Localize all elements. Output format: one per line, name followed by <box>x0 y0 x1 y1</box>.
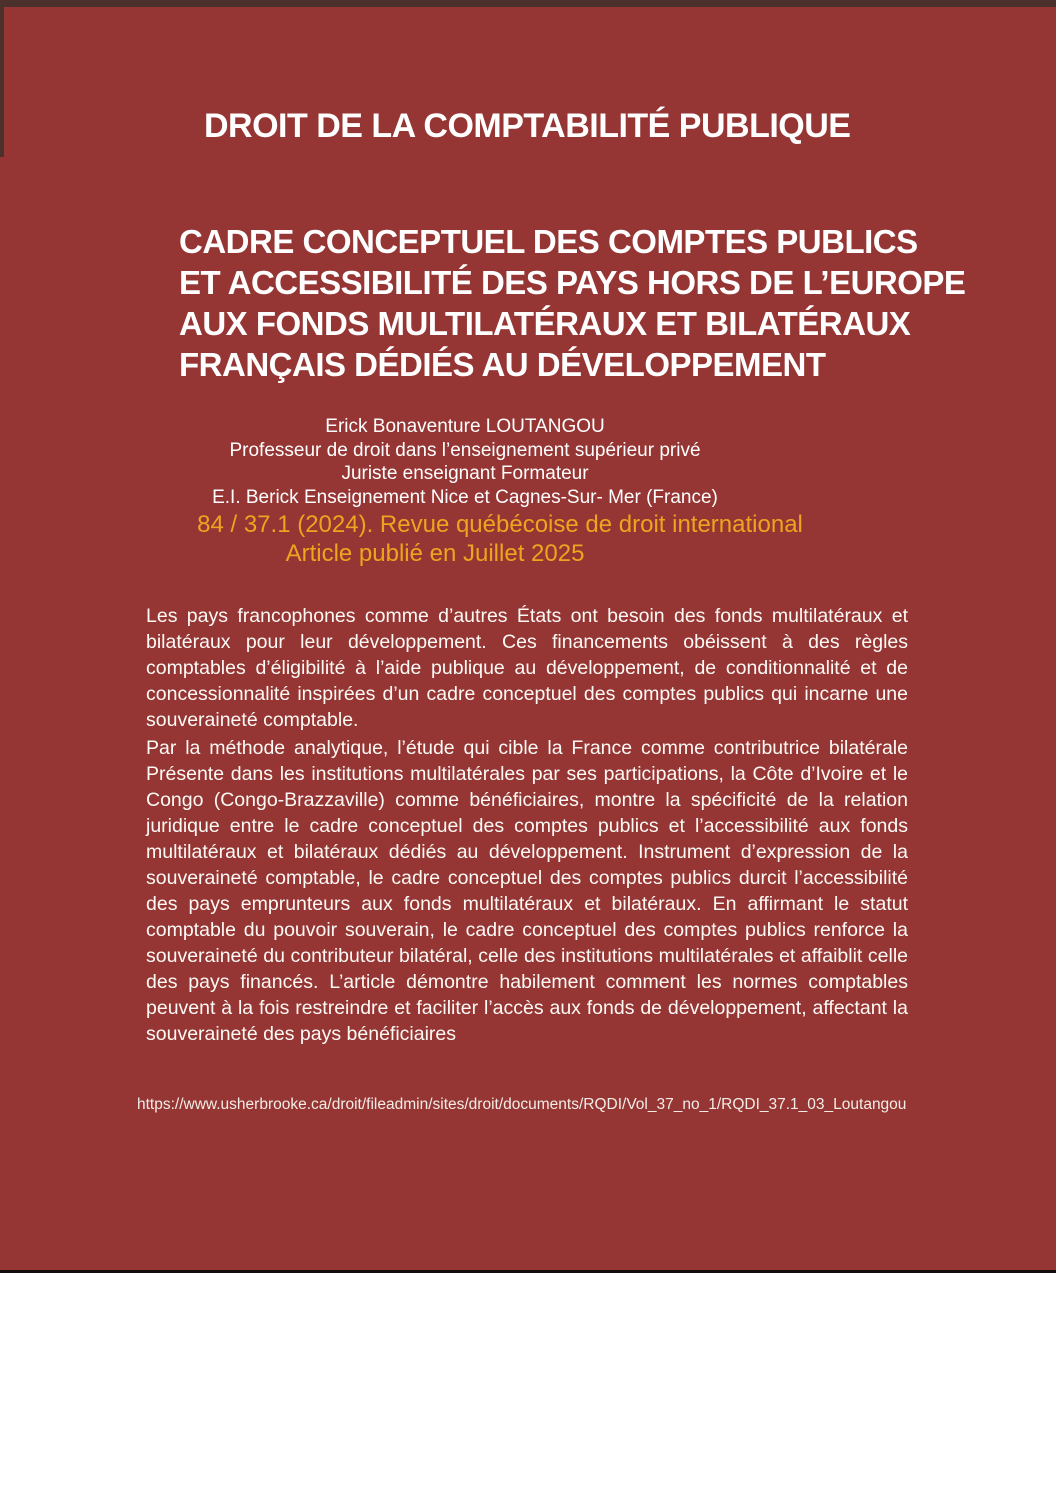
article-title <box>179 221 965 385</box>
author-affiliation: E.I. Berick Enseignement Nice et Cagnes-Sur- Mer (France) <box>212 486 718 508</box>
abstract-paragraph-1: Les pays francophones comme d’autres États ont besoin des fonds multilatéraux et bilatéraux pour leur développement. Ces financements obéissent à des règles comptables d’éligibilité à l’aide publique au développement, de conditionnalité et de concessionnalité inspirées d’un cadre conceptuel des comptes publics qui incarne une souveraineté comptable. <box>146 605 908 731</box>
article-title-line-3: AUX FONDS MULTILATÉRAUX ET BILATÉRAUX <box>179 305 911 342</box>
author-role-1: Professeur de droit dans l’enseignement supérieur privé <box>229 439 701 461</box>
author-role-2: Juriste enseignant Formateur <box>341 463 589 484</box>
page-bottom-margin <box>0 1273 1056 1494</box>
publication-date: Article publié en Juillet 2025 <box>285 540 585 567</box>
source-url: https://www.usherbrooke.ca/droit/fileadmin/sites/droit/documents/RQDI/Vol_37_no_1/RQDI_37.1_03_Loutangou <box>137 1096 907 1113</box>
author-name: Erick Bonaventure LOUTANGOU <box>325 416 605 437</box>
series-heading: DROIT DE LA COMPTABILITÉ PUBLIQUE <box>204 107 851 145</box>
author-block <box>105 415 825 509</box>
article-title-line-1: CADRE CONCEPTUEL DES COMPTES PUBLICS <box>179 223 918 260</box>
publication-reference: 84 / 37.1 (2024). Revue québécoise de droit international <box>197 511 803 538</box>
abstract-paragraph-2: Par la méthode analytique, l’étude qui cible la France comme contributrice bilatérale Présente dans les institutions multilatérales par ses participations, la Côte d’Ivoire et le Congo (Congo-Brazzaville) comme bénéficiaires, montre la spécificité de la relation juridique entre le cadre conceptuel des comptes publics et l’accessibilité aux fonds multilatéraux et bilatéraux dédiés au développement. Instrument d’expression de la souveraineté comptable, le cadre conceptuel des comptes publics durcit l’accessibilité des pays emprunteurs aux fonds multilatéraux et bilatéraux. En affirmant le statut comptable du pouvoir souverain, le cadre conceptuel des comptes publics renforce la souveraineté du contributeur bilatéral, celle des institutions multilatérales et affaiblit celle des pays financés. L’article démontre habilement comment les normes comptables peuvent à la fois restreindre et faciliter l’accès aux fonds de développement, affectant la souveraineté des pays bénéficiaires <box>146 737 908 1045</box>
article-title-line-2: ET ACCESSIBILITÉ DES PAYS HORS DE L’EUROPE <box>179 264 966 301</box>
scan-edge-shadow <box>0 7 4 157</box>
abstract <box>146 603 908 1049</box>
article-title-line-4: FRANÇAIS DÉDIÉS AU DÉVELOPPEMENT <box>179 346 826 383</box>
